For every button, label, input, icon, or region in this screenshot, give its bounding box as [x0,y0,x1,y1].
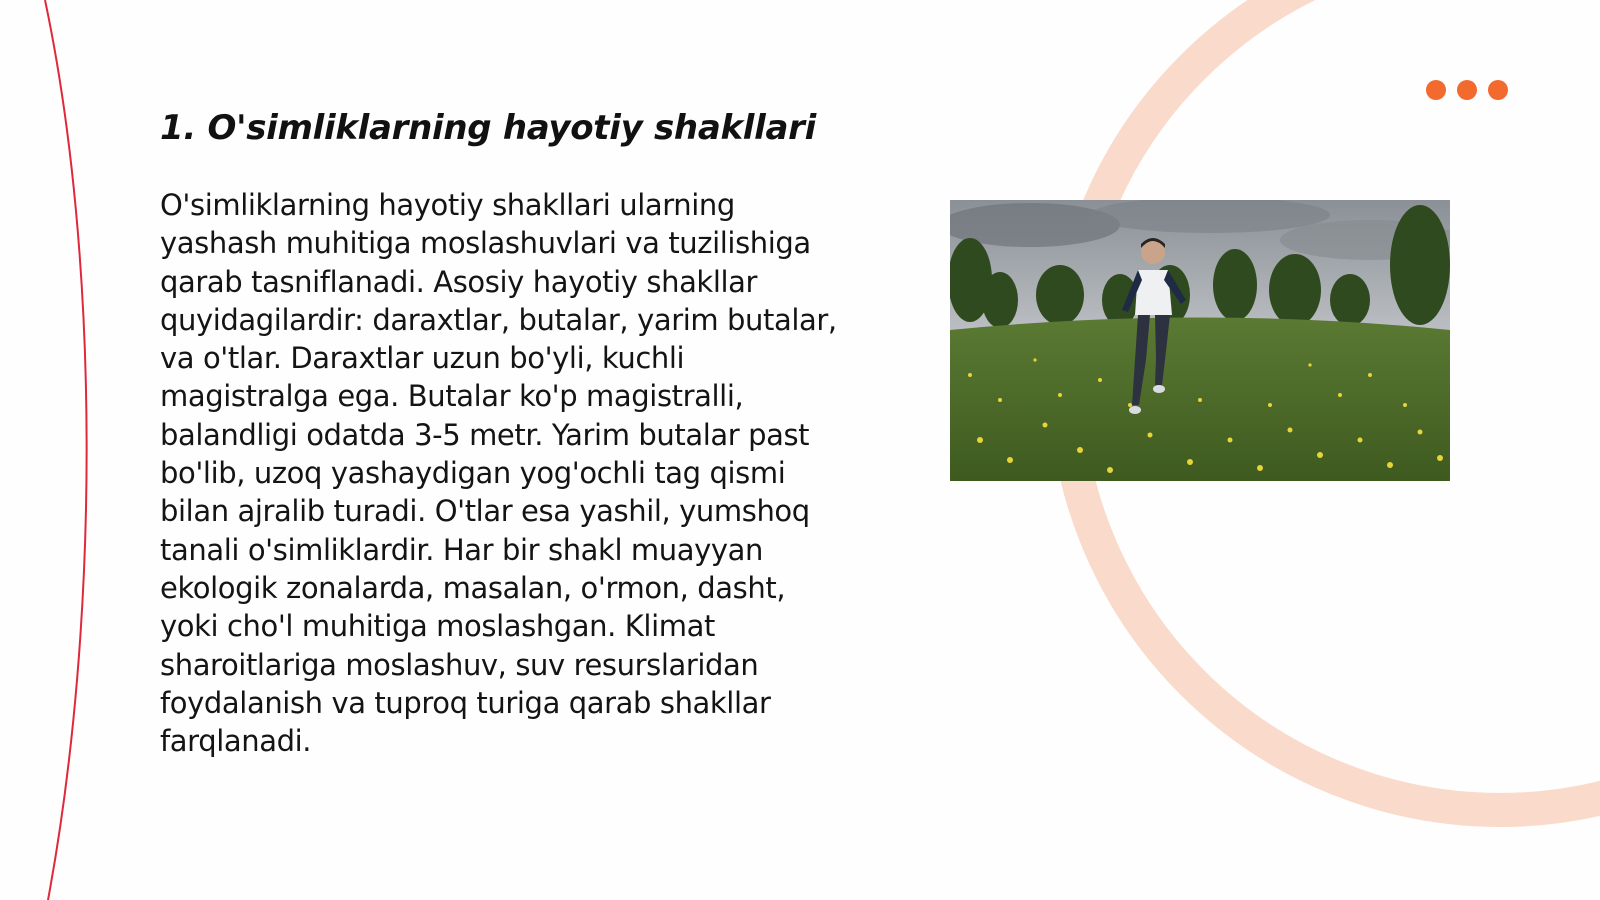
slide-body-text: O'simliklarning hayotiy shakllari ularning yashash muhitiga moslashuvlari va tuzilishiga qarab tasniflanadi. Asosiy hayotiy shakllar quyidagilardir: daraxtlar, butalar, yarim butalar, va o'tlar. Daraxtlar uzun bo'yli, kuchli magistralga ega. Butalar ko'p magistralli, balandligi odatda 3-5 metr. Yarim butalar past bo'lib, uzoq yashaydigan yog'ochli tag qismi bilan ajralib turadi. O'tlar esa yashil, yumshoq tanali o'simliklardir. Har bir shakl muayyan ekologik zonalarda, masalan, o'rmon, dasht, yoki cho'l muhitiga moslashgan. Klimat sharoitlariga moslashuv, suv resurslaridan foydalanish va tuproq turiga qarab shakllar farqlanadi. [160,188,837,759]
dot-icon [1488,80,1508,100]
dot-icon [1426,80,1446,100]
photo-child-running-in-meadow [950,200,1450,481]
dot-icon [1457,80,1477,100]
left-curve-line [45,0,87,900]
three-dots-icon [1426,80,1508,100]
slide-title: 1. O'simliklarning hayotiy shakllari [160,108,816,148]
